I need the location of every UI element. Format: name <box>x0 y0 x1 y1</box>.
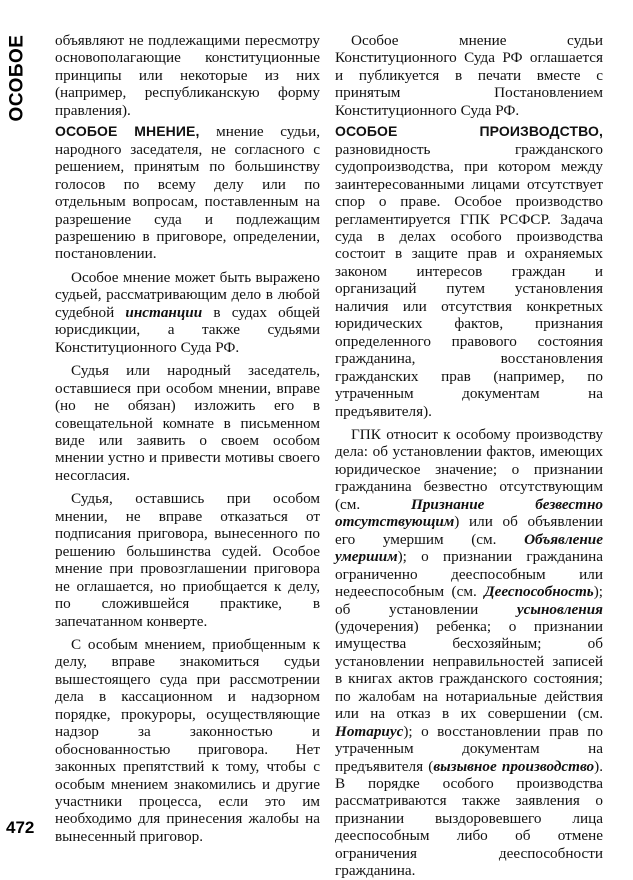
paragraph-text: ) или об объявлении его умершим (см. <box>335 513 603 548</box>
section-tab <box>3 28 31 128</box>
right-column <box>335 32 603 880</box>
cross-reference[interactable]: инстанции <box>125 303 203 321</box>
entry-definition: разновидность гражданского судопроизводства, при котором между заинтересованными лицами отсутствует спор о праве. Особое производство регламентируется ГПК РСФСР. Задача суда в делах особого производства состоит в защите прав и охраняемых законом интересов граждан и организаций путем установления наличия или отсутствия конкретных юридических фактов, признания определенного правового состояния гражданина, восстановления гражданских прав (например, по утраченным документам на предъявителя). <box>335 140 603 420</box>
dictionary-entry-osoboe-proizvodstvo <box>335 123 603 420</box>
paragraph-text: ГПК относит к особому производству дела: об установлении фактов, имеющих юридическое значение; о признании гражданина безвестно отсутствующим (см. <box>335 425 603 513</box>
cross-reference[interactable]: усыновления <box>516 600 603 618</box>
cross-reference[interactable]: Нотариус <box>335 722 404 740</box>
entry-definition: мнение судьи, народного заседателя, не согласного с решением, принятым по большинству голосов по всему делу или по отдельным вопросам, поставленным на разрешение суда и подлежащим разрешению в приговоре, определении, постановлении. <box>55 123 320 263</box>
paragraph: Судья или народный заседатель, оставшиеся при особом мнении, вправе (но не обязан) изложить его в совещательной комнате в письменном виде или заявить о своем особом мнении устно и привести мотивы своего несогласия. <box>55 362 320 484</box>
paragraph <box>55 269 320 356</box>
cross-reference[interactable]: Дееспособность <box>484 583 594 601</box>
paragraph-text: ); о признании гражданина ограниченно дееспособным или недееспособным (см. <box>335 548 603 601</box>
paragraph-text: в судах общей юрисдикции, а также судьями Конституционного Суда РФ. <box>55 303 320 356</box>
cross-reference[interactable]: вызывное производство <box>433 757 595 775</box>
page-number: 472 <box>6 818 35 837</box>
paragraph: Особое мнение судьи Конституционного Суда РФ оглашается и публикуется в печати вместе с принятым Постановлением Конституционного Суда РФ. <box>335 32 603 119</box>
paragraph <box>335 426 603 880</box>
dictionary-entry-osoboe-mnenie <box>55 123 320 263</box>
paragraph-text: ). В порядке особого производства рассматриваются также заявления о признании выздоровевшего лица дееспособным либо об отмене ограничения дееспособности гражданина. <box>335 757 603 880</box>
entry-term: ОСОБОЕ МНЕНИЕ, <box>55 123 200 140</box>
paragraph-text: Особое мнение может быть выражено судьей, рассматривающим дело в любой судебной <box>55 268 320 321</box>
paragraph: Судья, оставшись при особом мнении, не вправе отказаться от подписания приговора, вынесенного по решению большинства судей. Особое мнение при провозглашении приговора не оглашается, но приобщается к делу, по сложившейся практике, в запечатанном конверте. <box>55 490 320 630</box>
paragraph-text: ); об установлении <box>335 583 603 618</box>
paragraph-text: ); о восстановлении прав по утраченным документам на предъявителя ( <box>335 722 603 775</box>
section-tab-label: ОСОБОЕ <box>6 34 28 122</box>
left-column <box>55 32 320 845</box>
cross-reference[interactable]: Объявление умершим <box>335 530 603 566</box>
paragraph-text: (удочерения) ребенка; о признании имущества бесхозяйным; об установлении неправильностей записей в книгах актов гражданского состояния; по жалобам на нотариальные действия или на отказ в их совершении (см. <box>335 617 603 723</box>
continuation-paragraph: объявляют не подлежащими пересмотру основополагающие конституционные принципы или некоторые из них (например, республиканскую форму правления). <box>55 32 320 119</box>
cross-reference[interactable]: Признание безвестно отсутствующим <box>335 495 603 531</box>
paragraph: С особым мнением, приобщенным к делу, вправе знакомиться судьи вышестоящего суда при рассмотрении дела в кассационном и надзорном порядке, прокуроры, осуществляющие надзор за законностью и обоснованностью приговора. Нет законных препятствий к тому, чтобы с особым мнением знакомились и другие участники процесса, если это им необходимо для принесения жалобы на вынесенный приговор. <box>55 635 320 845</box>
entry-term: ОСОБОЕ ПРОИЗВОДСТВО, <box>335 123 603 140</box>
